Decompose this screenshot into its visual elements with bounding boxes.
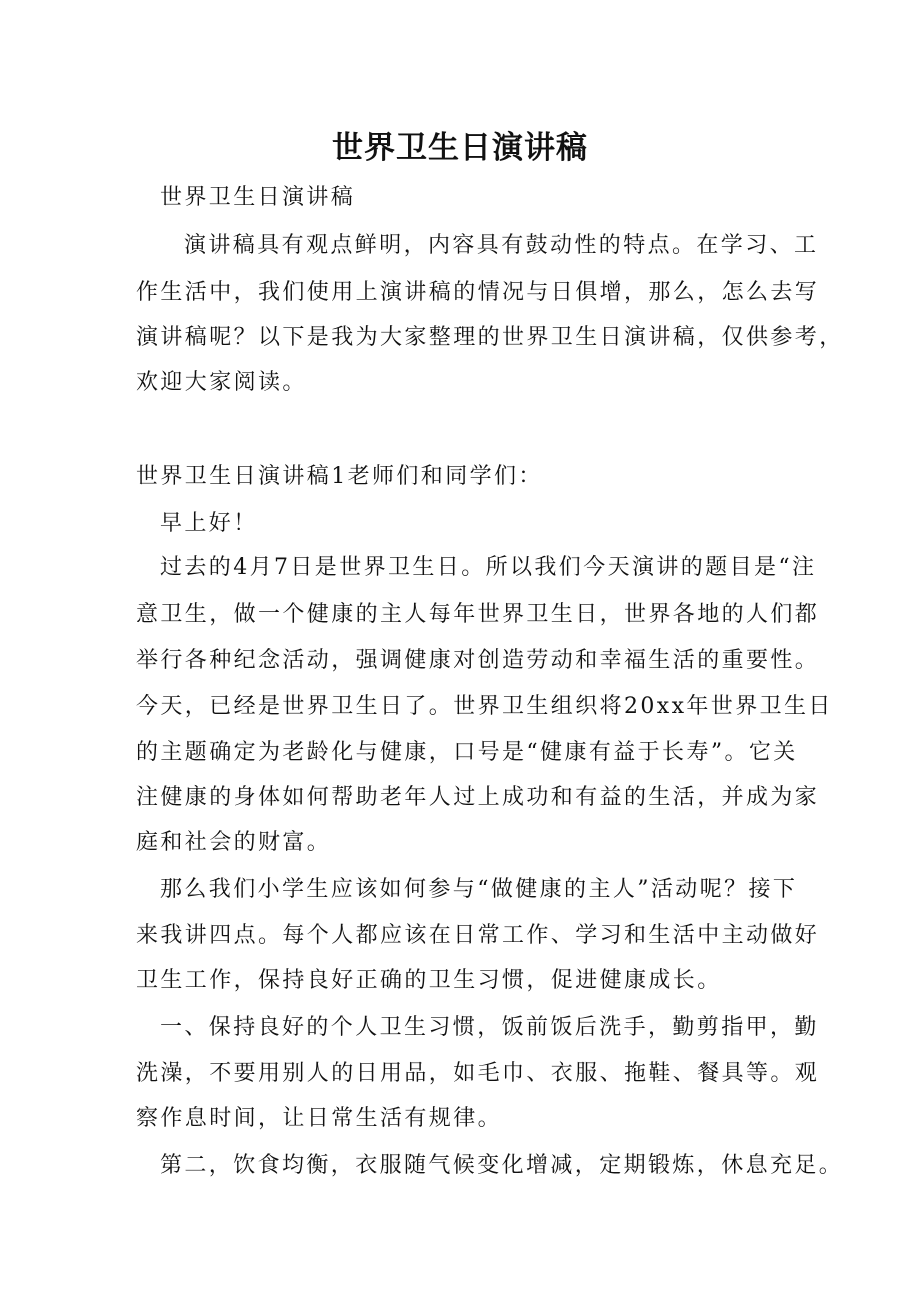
- paragraph-line: 过去的4月7日是世界卫生日。所以我们今天演讲的题目是“注: [160, 555, 817, 580]
- paragraph-line: 察作息时间，让日常生活有规律。: [136, 1106, 503, 1131]
- intro-line: 演讲稿具有观点鲜明，内容具有鼓动性的特点。在学习、工: [184, 233, 819, 258]
- paragraph-line: 一、保持良好的个人卫生习惯，饭前饭后洗手，勤剪指甲，勤: [160, 1015, 819, 1040]
- speech-heading: 世界卫生日演讲稿1老师们和同学们：: [136, 464, 543, 489]
- paragraph-line: 洗澡，不要用别人的日用品，如毛巾、衣服、拖鞋、餐具等。观: [136, 1061, 820, 1086]
- paragraph-line: 意卫生，做一个健康的主人每年世界卫生日，世界各地的人们都: [136, 602, 820, 627]
- intro-line: 作生活中，我们使用上演讲稿的情况与日俱增，那么，怎么去写: [136, 280, 820, 305]
- greeting: 早上好！: [160, 511, 258, 536]
- paragraph-line: 庭和社会的财富。: [136, 830, 332, 855]
- document-title: 世界卫生日演讲稿: [332, 130, 588, 166]
- paragraph-line: 那么我们小学生应该如何参与“做健康的主人”活动呢？接下: [160, 877, 798, 902]
- paragraph-line: 来我讲四点。每个人都应该在日常工作、学习和生活中主动做好: [136, 923, 820, 948]
- intro-line: 欢迎大家阅读。: [136, 370, 307, 395]
- intro-line: 演讲稿呢？以下是我为大家整理的世界卫生日演讲稿，仅供参考，: [136, 325, 844, 350]
- paragraph-line: 今天，已经是世界卫生日了。世界卫生组织将20xx年世界卫生日: [136, 694, 833, 719]
- paragraph-line: 卫生工作，保持良好正确的卫生习惯，促进健康成长。: [136, 968, 722, 993]
- paragraph-line: 注健康的身体如何帮助老年人过上成功和有益的生活，并成为家: [136, 785, 820, 810]
- paragraph-line: 第二，饮食均衡，衣服随气候变化增减，定期锻炼，休息充足。: [160, 1153, 844, 1178]
- subtitle: 世界卫生日演讲稿: [160, 185, 356, 210]
- paragraph-line: 举行各种纪念活动，强调健康对创造劳动和幸福生活的重要性。: [136, 648, 820, 673]
- paragraph-line: 的主题确定为老龄化与健康，口号是“健康有益于长寿”。它关: [136, 740, 798, 765]
